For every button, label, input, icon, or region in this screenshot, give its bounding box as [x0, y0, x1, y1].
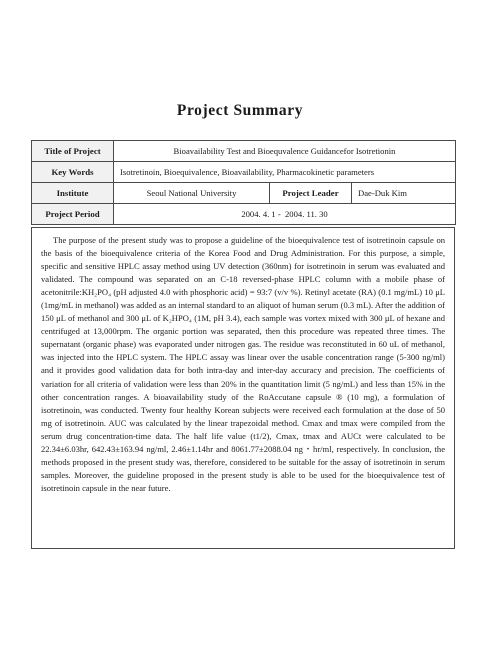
project-leader-value: Dae-Duk Kim	[352, 183, 456, 204]
title-of-project-label: Title of Project	[32, 141, 114, 162]
institute-row	[32, 183, 456, 204]
institute-value: Seoul National University	[114, 183, 270, 204]
key-words-row	[32, 162, 456, 183]
project-period-label: Project Period	[32, 204, 114, 225]
abstract-text: The purpose of the present study was to propose a guideline of the bioequivalence test of isotretinoin capsule on the basis of the bioequivalence criteria of the Korea Food and Drug Administration. For this purpose, a simple, specific and sensitive HPLC assay method using UV detection (360nm) for isotretinoin in serum was evaluated and validated. The compound was separated on an C-18 reversed-phase HPLC column with a mobile phase of acetonitrile:KH₂PO₄ (pH adjusted 4.0 with phosphoric acid) = 93:7 (v/v %). Retinyl acetate (RA) (0.1 mg/mL) 10 μL (1mg/mL in methanol) was added as an internal standard to an aliquot of human serum (0.3 mL). After the addition of 150 μL of methanol and 300 μL of K₂HPO₄ (1M, pH 3.4), each sample was vortex mixed with 300 μL of hexane and centrifuged at 13,000rpm. The organic portion was separated, then this procedure was repeated three times. The supernatant (organic phase) was evaporated under nitrogen gas. The residue was reconstituted in 60 uL of methanol, was injected into the HPLC system. The HPLC assay was linear over the usable concentration range (5-300 ng/ml) and it provides good validation data for both intra-day and inter-day accuracy and precision. The coefficients of variation for all criteria of validation were less than 20% in the quantitation limit (5 ng/mL) and less than 15% in the other concentration ranges. A bioavailability study of the RoAccutane capsule ® (10 mg), a formulation of isotretinoin, was conducted. Twenty four healthy Korean subjects were received each formulation at the dose of 50 mg of isotretinoin. AUC was calculated by the linear trapezoidal method. Cmax and tmax were compiled from the serum drug concentration-time data. The half life value (t1/2), Cmax, tmax and AUCt were calculated to be 22.34±6.03hr, 642.43±163.94 ng/ml, 2.46±1.14hr and 8061.77±2088.04 ng・hr/ml, respectively. In conclusion, the methods proposed in the present study was, therefore, considered to be suitable for the assay of isotretinoin in serum samples. Moreover, the guideline proposed in the present study is able to be used for the bioequivalence test of isotretinoin capsule in the near future.	[41, 235, 445, 493]
abstract-box	[31, 227, 455, 549]
project-summary-table	[31, 140, 456, 225]
page-title: Project Summary	[176, 102, 304, 119]
institute-label: Institute	[32, 183, 114, 204]
title-of-project-value: Bioavailability Test and Bioequvalence Guidancefor Isotretionin	[114, 141, 456, 162]
project-leader-label: Project Leader	[270, 183, 352, 204]
key-words-value: Isotretinoin, Bioequivalence, Bioavailability, Pharmacokinetic parameters	[114, 162, 456, 183]
title-of-project-row	[32, 141, 456, 162]
key-words-label: Key Words	[32, 162, 114, 183]
project-period-value: 2004. 4. 1 - 2004. 11. 30	[114, 204, 456, 225]
project-period-row	[32, 204, 456, 225]
